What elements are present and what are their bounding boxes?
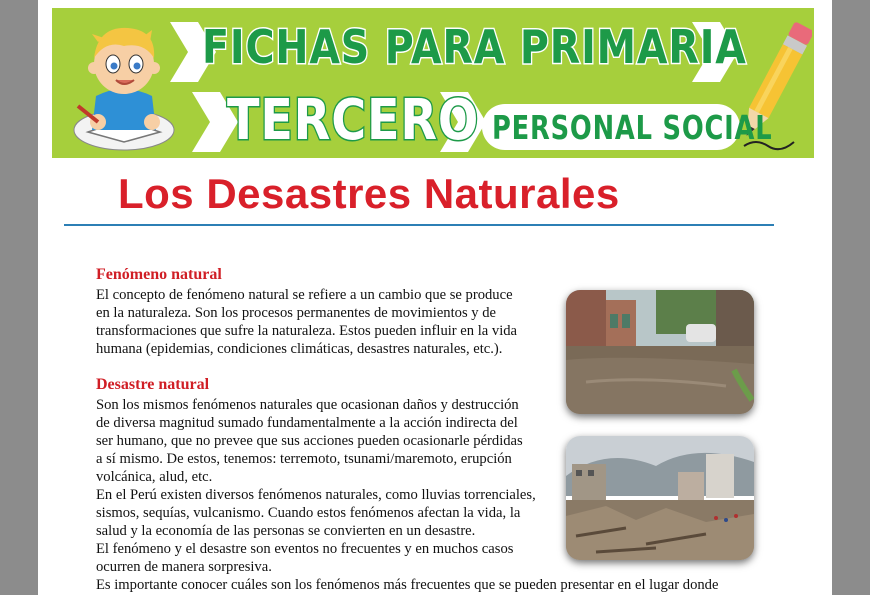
document-title: Los Desastres Naturales bbox=[118, 170, 620, 217]
text-line: ser humano, que no prevee que sus acciones pueden ocasionarle pérdidas bbox=[96, 433, 523, 449]
text-line: humana (epidemias, condiciones climáticas, desastres naturales, etc.). bbox=[96, 341, 503, 357]
section-text-desastre bbox=[96, 396, 554, 576]
text-line-wide: Es importante conocer cuáles son los fenómenos más frecuentes que se pueden presentar en el lugar donde bbox=[96, 577, 719, 593]
banner-line-1: FICHAS PARA PRIMARIA bbox=[202, 20, 747, 74]
flood-photo bbox=[566, 290, 754, 414]
header-banner bbox=[52, 8, 814, 158]
title-divider bbox=[64, 224, 774, 226]
text-line: En el Perú existen diversos fenómenos naturales, como lluvias torrenciales, bbox=[96, 487, 536, 503]
text-line: El concepto de fenómeno natural se refiere a un cambio que se produce bbox=[96, 287, 513, 303]
text-line: transformaciones que sufre la naturaleza. Estos pueden influir en la vida bbox=[96, 323, 518, 339]
worksheet-page bbox=[38, 0, 832, 595]
section-heading-fenomeno: Fenómeno natural bbox=[96, 266, 222, 283]
banner-subject: PERSONAL SOCIAL bbox=[492, 108, 773, 147]
text-line: de diversa magnitud sumado fundamentalmente a la acción indirecta del bbox=[96, 415, 518, 431]
text-line: sismos, sequías, vulcanismo. Cuando estos fenómenos afectan la vida, la bbox=[96, 505, 521, 521]
text-line: salud y la economía de las personas se convierten en un desastre. bbox=[96, 523, 476, 539]
text-line: a sí mismo. De estos, tenemos: terremoto, tsunami/maremoto, erupción bbox=[96, 451, 512, 467]
section-heading-desastre: Desastre natural bbox=[96, 376, 210, 393]
text-line: ocurren de manera sorpresiva. bbox=[96, 559, 272, 575]
section-text-fenomeno bbox=[96, 286, 554, 358]
banner-line-2: TERCERO bbox=[227, 88, 480, 153]
text-line: Son los mismos fenómenos naturales que ocasionan daños y destrucción bbox=[96, 397, 519, 413]
earthquake-rubble-photo bbox=[566, 436, 754, 560]
text-line: El fenómeno y el desastre son eventos no frecuentes y en muchos casos bbox=[96, 541, 514, 557]
child-reading-illustration bbox=[58, 12, 188, 158]
text-line: volcánica, alud, etc. bbox=[96, 469, 213, 485]
text-line: en la naturaleza. Son los procesos permanentes de movimientos y de bbox=[96, 305, 496, 321]
